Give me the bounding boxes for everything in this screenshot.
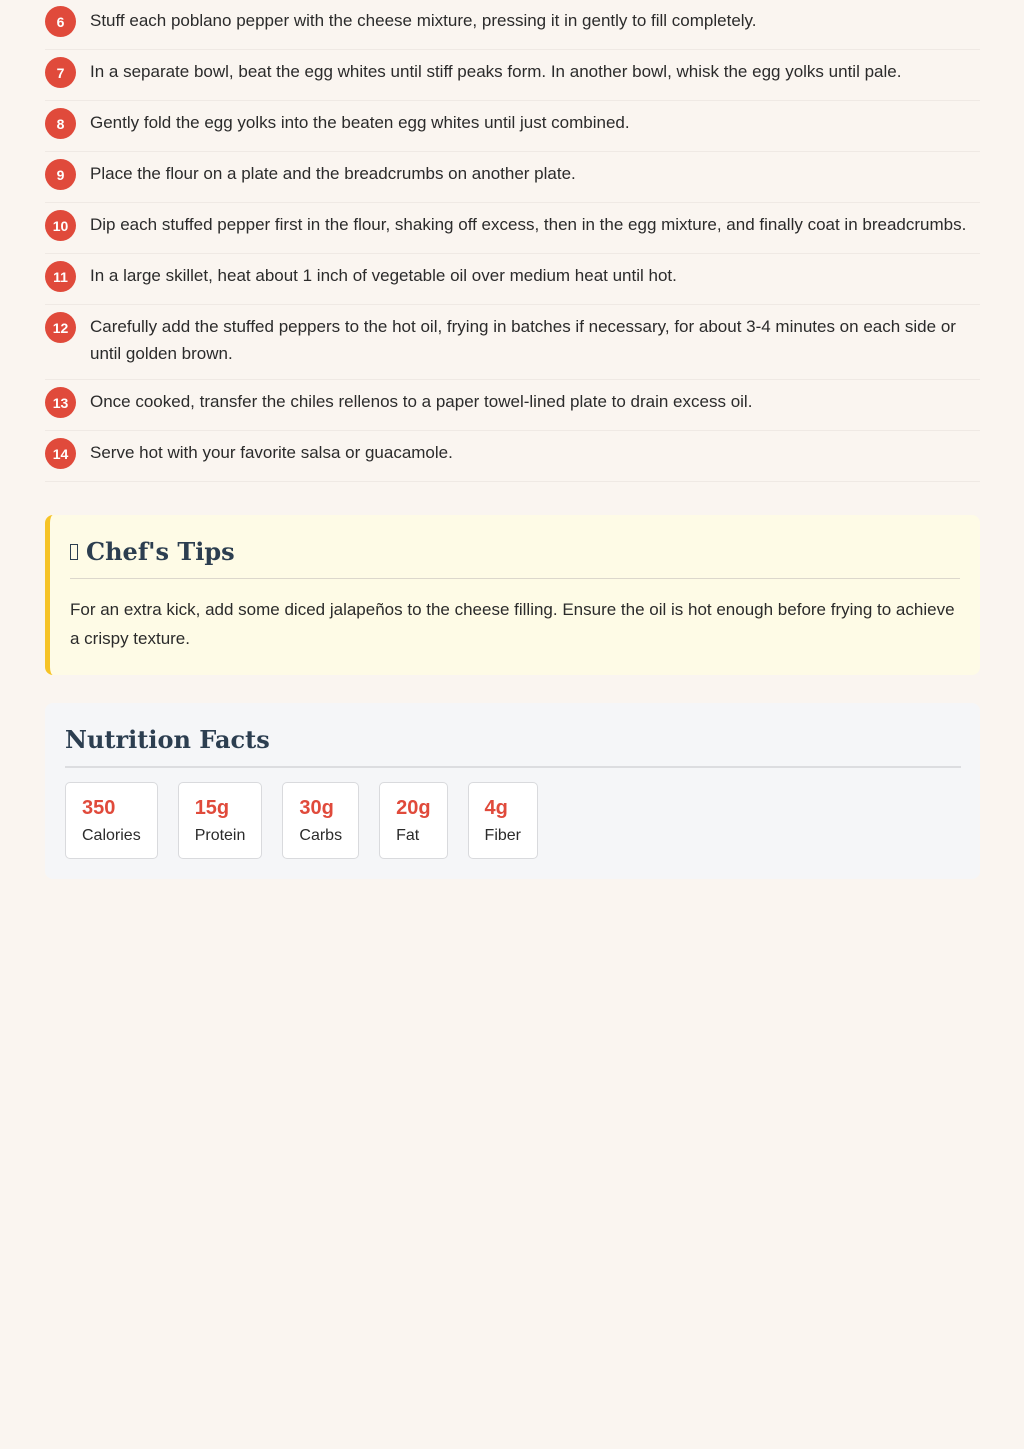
step-number-badge: 6 bbox=[45, 6, 76, 37]
chefs-tips-text: For an extra kick, add some diced jalapeños to the cheese filling. Ensure the oil is hot enough before frying to achieve a crispy texture. bbox=[70, 600, 955, 648]
step-number-badge: 9 bbox=[45, 159, 76, 190]
step-item bbox=[45, 50, 980, 101]
nutrition-label: Calories bbox=[82, 827, 141, 844]
nutrition-value: 20g bbox=[396, 797, 431, 819]
step-text: Carefully add the stuffed peppers to the hot oil, frying in batches if necessary, for about 3-4 minutes on each side or until golden brown. bbox=[90, 317, 956, 363]
nutrition-label: Fat bbox=[396, 827, 420, 844]
nutrition-value: 350 bbox=[82, 797, 116, 819]
step-number-badge: 8 bbox=[45, 108, 76, 139]
instruction-steps bbox=[45, 0, 980, 482]
step-item bbox=[45, 0, 980, 50]
nutrition-label: Carbs bbox=[299, 827, 343, 844]
nutrition-value: 4g bbox=[484, 797, 508, 819]
step-item bbox=[45, 305, 980, 380]
step-text: Place the flour on a plate and the breadcrumbs on another plate. bbox=[90, 164, 576, 183]
nutrition-facts-box bbox=[45, 703, 980, 879]
nutrition-card-calories bbox=[65, 782, 158, 859]
nutrition-value: 30g bbox=[299, 797, 334, 819]
chefs-tips-title: Chef's Tips bbox=[86, 537, 235, 566]
step-item bbox=[45, 203, 980, 254]
step-text: Stuff each poblano pepper with the cheese mixture, pressing it in gently to fill completely. bbox=[90, 11, 757, 30]
step-number-badge: 14 bbox=[45, 438, 76, 469]
step-item bbox=[45, 431, 980, 482]
step-number-badge: 7 bbox=[45, 57, 76, 88]
chefs-tips-heading bbox=[70, 537, 960, 579]
step-text: Once cooked, transfer the chiles rellenos to a paper towel-lined plate to drain excess oil. bbox=[90, 392, 753, 411]
step-item bbox=[45, 152, 980, 203]
missing-glyph-icon bbox=[70, 544, 78, 560]
step-text: Gently fold the egg yolks into the beaten egg whites until just combined. bbox=[90, 113, 630, 132]
step-number-badge: 11 bbox=[45, 261, 76, 292]
step-number-badge: 13 bbox=[45, 387, 76, 418]
step-text: Dip each stuffed pepper first in the flour, shaking off excess, then in the egg mixture, and finally coat in breadcrumbs. bbox=[90, 215, 967, 234]
chefs-tips-box bbox=[45, 515, 980, 675]
step-text: In a large skillet, heat about 1 inch of vegetable oil over medium heat until hot. bbox=[90, 266, 677, 285]
nutrition-card-protein bbox=[178, 782, 263, 859]
nutrition-card-carbs bbox=[282, 782, 359, 859]
nutrition-label: Fiber bbox=[484, 827, 521, 844]
step-text: Serve hot with your favorite salsa or guacamole. bbox=[90, 443, 453, 462]
step-text: In a separate bowl, beat the egg whites until stiff peaks form. In another bowl, whisk the egg yolks until pale. bbox=[90, 62, 902, 81]
nutrition-label: Protein bbox=[194, 827, 246, 844]
nutrition-facts-title: Nutrition Facts bbox=[65, 725, 961, 768]
step-number-badge: 10 bbox=[45, 210, 76, 241]
nutrition-card-fat bbox=[379, 782, 447, 859]
step-item bbox=[45, 254, 980, 305]
nutrition-value: 15g bbox=[194, 797, 230, 819]
step-item bbox=[45, 101, 980, 152]
step-item bbox=[45, 380, 980, 431]
nutrition-items bbox=[65, 782, 961, 859]
nutrition-card-fiber bbox=[468, 782, 538, 859]
step-number-badge: 12 bbox=[45, 312, 76, 343]
